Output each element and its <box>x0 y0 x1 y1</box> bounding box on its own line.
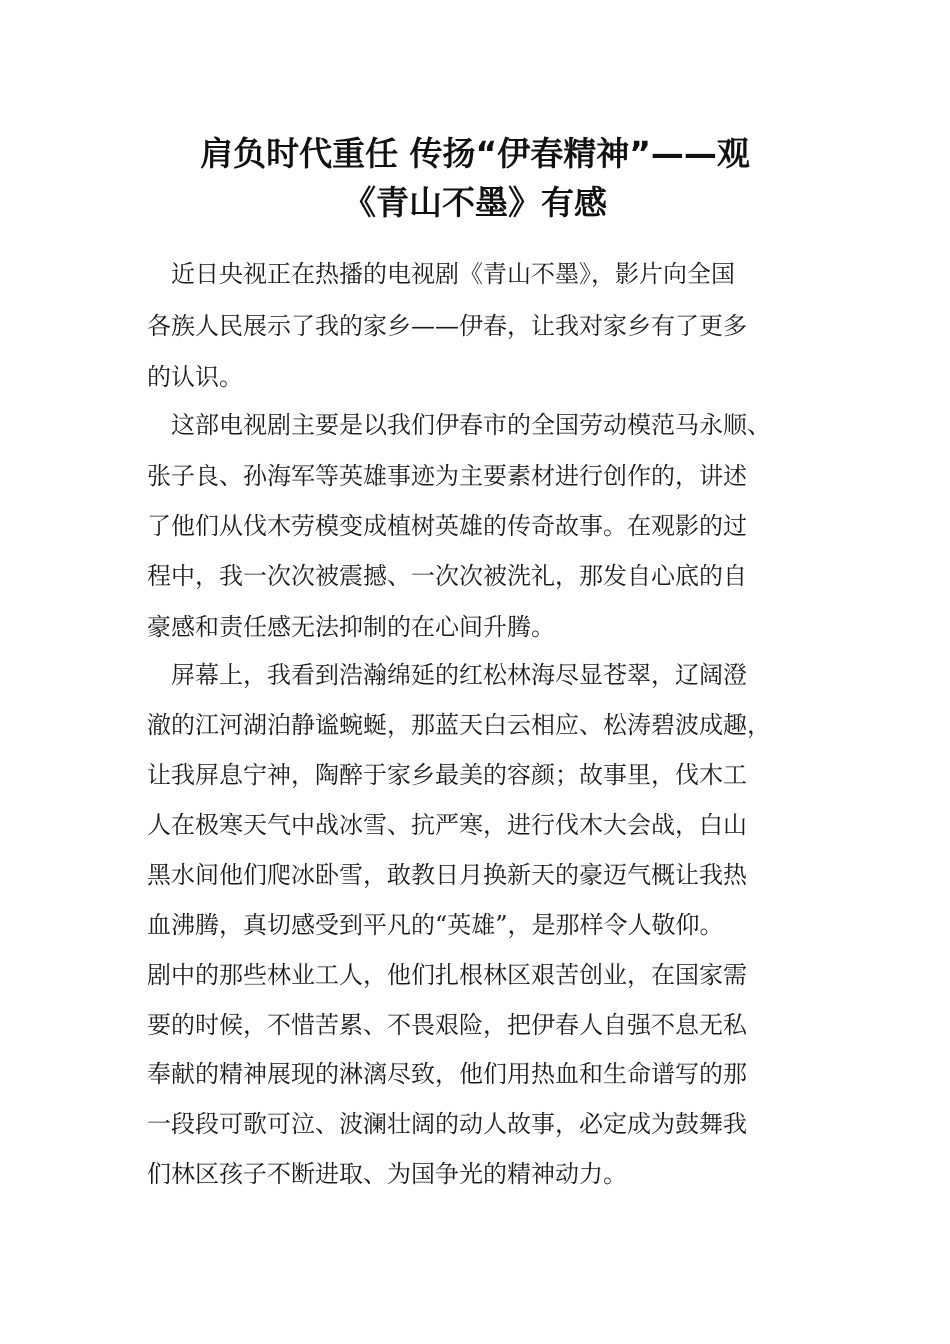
document-title-line-1: 肩负时代重任 传扬“伊春精神”——观 <box>200 134 750 173</box>
paragraph-line: 要的时候，不惜苦累、不畏艰险，把伊春人自强不息无私 <box>147 1011 747 1039</box>
paragraph-line: 黑水间他们爬冰卧雪，敢教日月换新天的豪迈气概让我热 <box>147 861 747 889</box>
paragraph-line: 的认识。 <box>147 363 243 391</box>
paragraph-line: 奉献的精神展现的淋漓尽致，他们用热血和生命谱写的那 <box>147 1060 747 1088</box>
paragraph-line: 豪感和责任感无法抑制的在心间升腾。 <box>147 613 555 641</box>
paragraph-line: 让我屏息宁神，陶醉于家乡最美的容颜；故事里，伐木工 <box>147 761 747 789</box>
paragraph-line: 这部电视剧主要是以我们伊春市的全国劳动模范马永顺、 <box>147 411 771 439</box>
paragraph-line: 们林区孩子不断进取、为国争光的精神动力。 <box>147 1160 627 1188</box>
paragraph-line: 了他们从伐木劳模变成植树英雄的传奇故事。在观影的过 <box>147 512 747 540</box>
paragraph-line: 剧中的那些林业工人，他们扎根林区艰苦创业，在国家需 <box>147 961 747 989</box>
paragraph-line: 人在极寒天气中战冰雪、抗严寒，进行伐木大会战，白山 <box>147 811 747 839</box>
paragraph-line: 程中，我一次次被震撼、一次次被洗礼，那发自心底的自 <box>147 562 747 590</box>
paragraph-line: 近日央视正在热播的电视剧《青山不墨》，影片向全国 <box>147 260 735 288</box>
paragraph-line: 屏幕上，我看到浩瀚绵延的红松林海尽显苍翠，辽阔澄 <box>147 661 747 689</box>
document-title-line-2: 《青山不墨》有感 <box>343 183 607 222</box>
paragraph-line: 张子良、孙海军等英雄事迹为主要素材进行创作的，讲述 <box>147 462 747 490</box>
paragraph-line: 各族人民展示了我的家乡——伊春，让我对家乡有了更多 <box>147 312 747 340</box>
paragraph-line: 血沸腾，真切感受到平凡的“英雄”，是那样令人敬仰。 <box>147 911 724 939</box>
paragraph-line: 一段段可歌可泣、波澜壮阔的动人故事，必定成为鼓舞我 <box>147 1110 747 1138</box>
paragraph-line: 澈的江河湖泊静谧蜿蜒，那蓝天白云相应、松涛碧波成趣， <box>147 711 771 739</box>
